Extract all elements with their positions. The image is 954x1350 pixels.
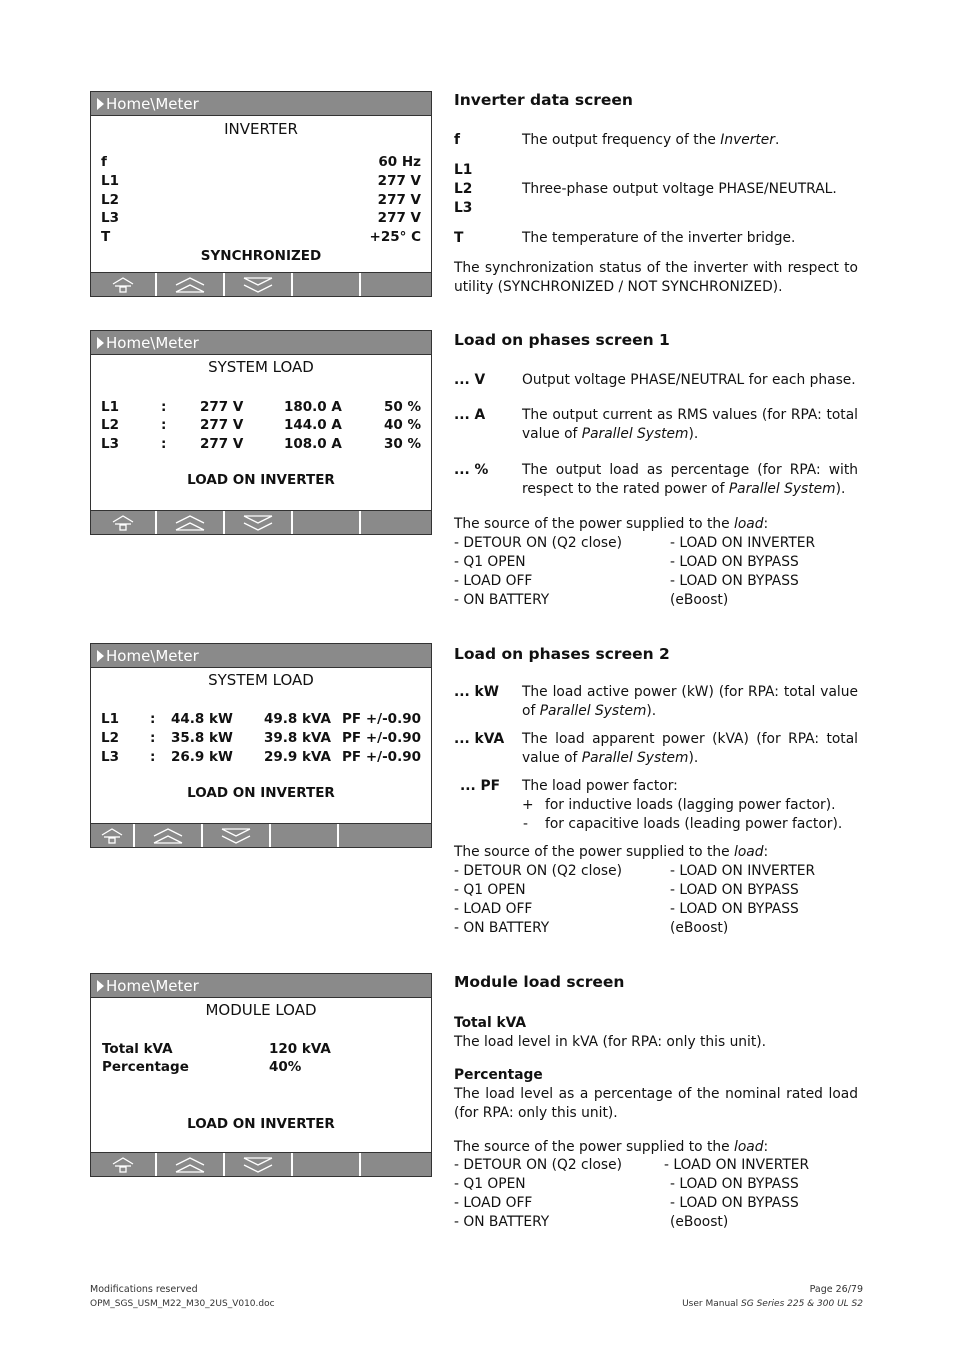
source-intro: The source of the power supplied to the load: [454,844,769,860]
screen-titlebar [91,92,431,116]
source-list-left: - DETOUR ON (Q2 close) - Q1 OPEN - LOAD OFF - ON BATTERY [454,863,622,936]
scroll-up-button[interactable] [135,824,203,847]
scroll-down-button[interactable] [225,511,293,534]
softkey-5[interactable] [339,824,431,847]
load2-description [454,645,858,945]
def-v: Output voltage PHASE/NEUTRAL for each phase. [522,372,856,388]
load2-row-l3: L3 : 26.9 kW 29.9 kVA PF +/-0.90 [101,749,421,765]
sync-status: SYNCHRONIZED [200,248,322,264]
softkey-4[interactable] [293,1153,361,1176]
section-title: Load on phases screen 1 [454,331,670,349]
pf-plus-sign: + [522,797,534,813]
term-percentage: Percentage [454,1067,543,1083]
module-description [454,973,858,1238]
double-chevron-down-icon [221,828,251,844]
double-chevron-up-icon [153,828,183,844]
load2-row-l1: L1 : 44.8 kW 49.8 kVA PF +/-0.90 [101,711,421,727]
module-row-percentage: Percentage 40% [102,1059,302,1075]
term-pf: ... PF [460,778,501,794]
screen-path: Home\Meter [106,647,199,665]
screen-toolbar [91,1152,431,1176]
scroll-down-button[interactable] [203,824,271,847]
source-list-left: - DETOUR ON (Q2 close) - Q1 OPEN - LOAD OFF - ON BATTERY [454,535,622,608]
home-icon [101,828,123,844]
term-l1: L1 [454,162,473,178]
screen-heading: MODULE LOAD [205,1001,317,1019]
load2-row-l2: L2 : 35.8 kW 39.8 kVA PF +/-0.90 [101,730,421,746]
scroll-down-button[interactable] [225,273,293,296]
screen-titlebar [91,644,431,668]
play-arrow-icon [97,337,104,349]
inverter-row-f: f 60 Hz [101,154,421,170]
def-total-kva: The load level in kVA (for RPA: only this unit). [454,1034,767,1050]
screen-titlebar [91,974,431,998]
source-list-right: - LOAD ON INVERTER - LOAD ON BYPASS - LOAD ON BYPASS (eBoost) [670,863,816,936]
home-icon [112,515,134,531]
footer-doc-id: OPM_SGS_USM_M22_M30_2US_V010.doc [90,1299,275,1309]
term-total-kva: Total kVA [454,1015,527,1031]
softkey-4[interactable] [293,511,361,534]
scroll-down-button[interactable] [225,1153,293,1176]
screen-path: Home\Meter [106,95,199,113]
term-f: f [454,132,461,148]
section-title: Module load screen [454,973,625,991]
softkey-4[interactable] [293,273,361,296]
screen-heading: SYSTEM LOAD [208,358,314,376]
screen-toolbar [91,823,431,847]
softkey-4[interactable] [271,824,339,847]
scroll-up-button[interactable] [157,273,225,296]
def-percent: The output load as percentage (for RPA: with respect to the rated power of Parallel System). [522,462,858,497]
source-intro: The source of the power supplied to the load: [454,1139,769,1155]
double-chevron-up-icon [175,277,205,293]
double-chevron-up-icon [175,1157,205,1173]
scroll-up-button[interactable] [157,1153,225,1176]
double-chevron-down-icon [243,515,273,531]
pf-plus-def: for inductive loads (lagging power factor). [545,797,836,813]
def-kw: The load active power (kW) (for RPA: total value of Parallel System). [522,684,858,719]
double-chevron-up-icon [175,515,205,531]
inverter-description [454,91,858,301]
screen-heading: SYSTEM LOAD [208,671,314,689]
footer-page-number: Page 26/79 [809,1284,863,1295]
home-icon [112,1157,134,1173]
screen-path: Home\Meter [106,334,199,352]
term-l3: L3 [454,200,473,216]
footer-manual-title: User Manual SG Series 225 & 300 UL S2 [682,1299,863,1309]
load1-row-l2: L2 : 277 V 144.0 A 40 % [101,417,421,433]
home-button[interactable] [91,824,135,847]
play-arrow-icon [97,650,104,662]
def-t: The temperature of the inverter bridge. [522,230,796,246]
home-button[interactable] [91,1153,157,1176]
def-percentage: The load level as a percentage of the nominal rated load (for RPA: only this unit). [454,1086,858,1121]
pf-minus-def: for capacitive loads (leading power factor). [545,816,843,832]
source-list-left: - DETOUR ON (Q2 close) - Q1 OPEN - LOAD OFF - ON BATTERY [454,1157,622,1230]
pf-minus-sign: - [523,816,528,832]
term-kw: ... kW [454,684,499,700]
home-button[interactable] [91,273,157,296]
load-status: LOAD ON INVERTER [187,472,335,488]
load1-description [454,331,858,611]
screen-toolbar [91,510,431,534]
sync-note: The synchronization status of the inverter with respect to utility (SYNCHRONIZED / NOT SYNCHRONIZED). [454,260,858,295]
def-l: Three-phase output voltage PHASE/NEUTRAL. [522,181,837,197]
term-percent: ... % [454,462,489,478]
source-intro: The source of the power supplied to the load: [454,516,769,532]
section-title: Inverter data screen [454,91,633,109]
softkey-5[interactable] [361,273,431,296]
load-status: LOAD ON INVERTER [187,785,335,801]
play-arrow-icon [97,980,104,992]
module-row-total: Total kVA 120 kVA [102,1041,331,1057]
screen-titlebar [91,331,431,355]
softkey-5[interactable] [361,1153,431,1176]
footer-right [682,1284,863,1309]
inverter-screen [90,91,432,297]
section-title: Load on phases screen 2 [454,645,670,663]
inverter-row-l1: L1 277 V [101,173,421,189]
double-chevron-down-icon [243,277,273,293]
inverter-row-l2: L2 277 V [101,192,421,208]
home-button[interactable] [91,511,157,534]
term-t: T [454,230,464,246]
term-v: ... V [454,372,486,388]
def-kva: The load apparent power (kVA) (for RPA: total value of Parallel System). [522,731,858,766]
load1-row-l1: L1 : 277 V 180.0 A 50 % [101,399,421,415]
system-load-screen-2 [90,643,432,848]
term-kva: ... kVA [454,731,505,747]
scroll-up-button[interactable] [157,511,225,534]
footer-left [90,1284,275,1309]
screen-path: Home\Meter [106,977,199,995]
load1-row-l3: L3 : 277 V 108.0 A 30 % [101,436,421,452]
def-pf: The load power factor: [522,778,678,794]
softkey-5[interactable] [361,511,431,534]
footer-modifications: Modifications reserved [90,1284,198,1295]
load-status: LOAD ON INVERTER [187,1116,335,1132]
home-icon [112,277,134,293]
module-load-screen [90,973,432,1177]
system-load-screen-1 [90,330,432,535]
screen-heading: INVERTER [224,120,298,138]
play-arrow-icon [97,98,104,110]
def-f: The output frequency of the Inverter. [522,132,780,148]
double-chevron-down-icon [243,1157,273,1173]
inverter-row-t: T +25° C [101,229,421,245]
inverter-row-l3: L3 277 V [101,210,421,226]
source-list-right: - LOAD ON INVERTER - LOAD ON BYPASS - LOAD ON BYPASS (eBoost) [664,1157,810,1230]
term-l2: L2 [454,181,473,197]
screen-toolbar [91,272,431,296]
def-a: The output current as RMS values (for RPA: total value of Parallel System). [522,407,858,442]
source-list-right: - LOAD ON INVERTER - LOAD ON BYPASS - LOAD ON BYPASS (eBoost) [670,535,816,608]
term-a: ... A [454,407,486,423]
